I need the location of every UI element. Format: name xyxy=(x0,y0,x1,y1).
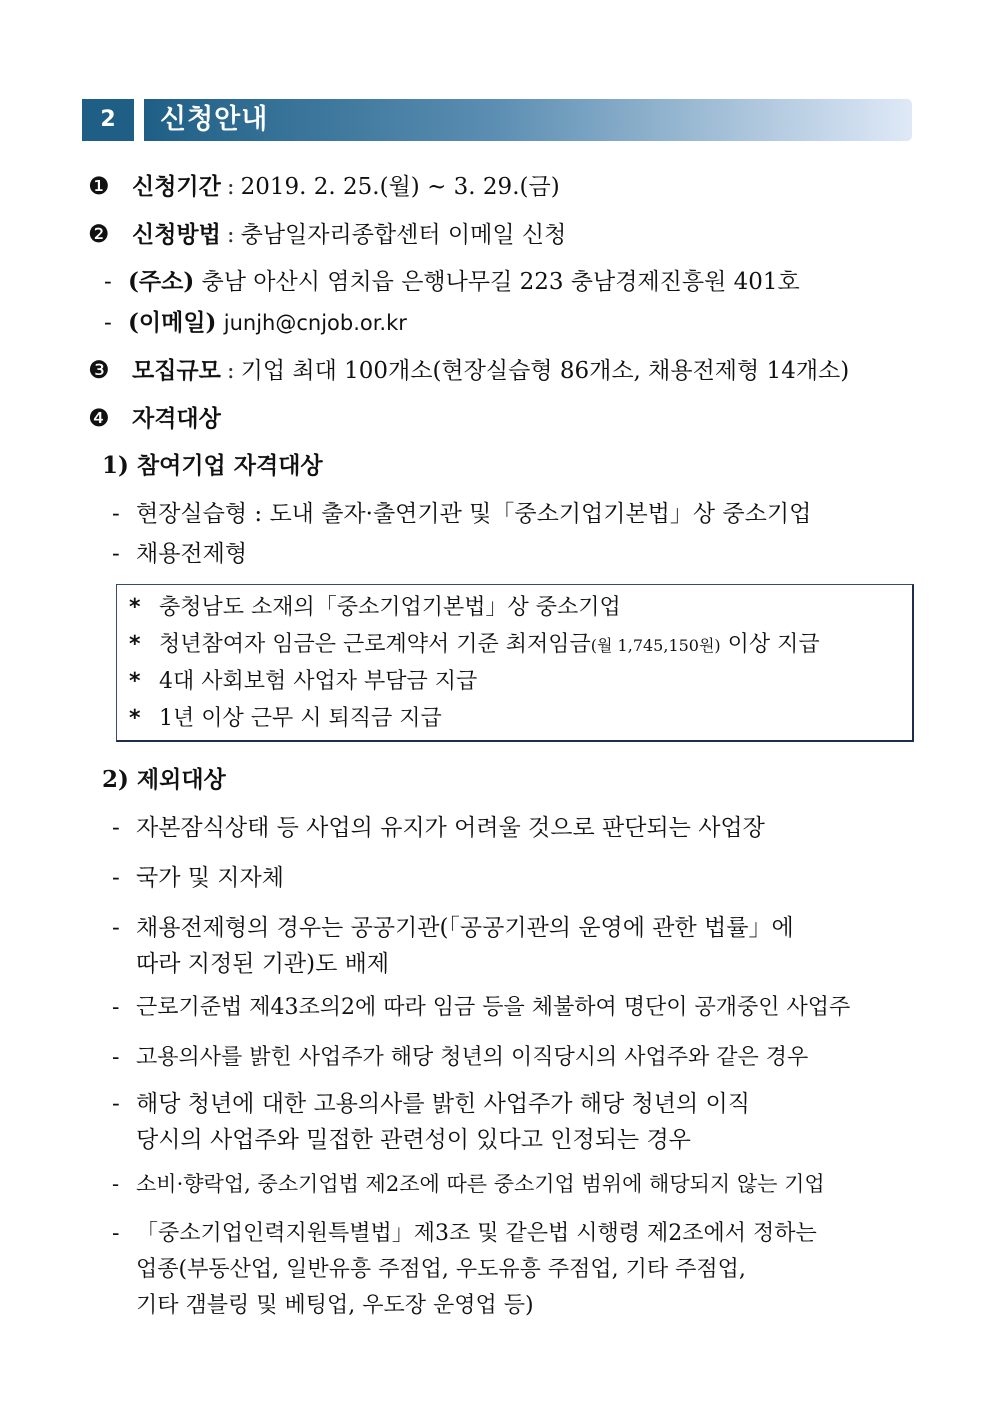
exclusion-line-3-cont: 따라 지정된 기관)도 배제 xyxy=(136,951,390,977)
sub1-text: 현장실습형 : 도내 출자·출연기관 및「중소기업기본법」상 중소기업 xyxy=(136,501,812,527)
criteria-text-after: 이상 지급 xyxy=(720,632,820,657)
dash: - xyxy=(112,915,120,941)
criteria-line-2 xyxy=(129,629,820,662)
dash: - xyxy=(112,865,120,891)
dash: - xyxy=(112,1045,120,1070)
exclusion-line-4 xyxy=(112,992,850,1024)
dash: - xyxy=(112,995,120,1020)
exclusion-line-2 xyxy=(112,862,284,894)
section-title-bar xyxy=(144,99,912,141)
section-header xyxy=(82,99,912,141)
item-value: 기업 최대 100개소(현장실습형 86개소, 채용전제형 14개소) xyxy=(240,358,850,384)
exclusion-line-6 xyxy=(112,1088,750,1120)
exclusion-line-8 xyxy=(112,1218,817,1250)
address-label: (주소) xyxy=(128,268,195,295)
circled-number-3-icon: ❸ xyxy=(88,356,110,384)
exclusion-line-5 xyxy=(112,1042,808,1074)
exclusion-line-1 xyxy=(112,812,765,844)
criteria-wage-note: (월 1,745,150원) xyxy=(590,636,721,655)
exclusion-line-7 xyxy=(112,1168,825,1200)
contact-email xyxy=(104,307,407,339)
exclusion-text: 소비·향락업, 중소기업법 제2조에 따른 중소기업 범위에 해당되지 않는 기업 xyxy=(136,1172,825,1196)
sub1-title: 1) 참여기업 자격대상 xyxy=(102,452,323,479)
exclusion-line-6-cont: 당시의 사업주와 밀접한 관련성이 있다고 인정되는 경우 xyxy=(136,1127,691,1153)
item-application-method xyxy=(88,218,566,251)
criteria-box xyxy=(116,584,914,742)
exclusion-text: 근로기준법 제43조의2에 따라 임금 등을 체불하여 명단이 공개중인 사업주 xyxy=(136,995,851,1020)
item-label: 신청방법 xyxy=(132,221,221,248)
dash: - xyxy=(112,1172,120,1196)
item-label: 자격대상 xyxy=(132,405,221,432)
asterisk-icon: * xyxy=(129,706,141,731)
item-application-period xyxy=(88,170,560,203)
sub2-title: 2) 제외대상 xyxy=(102,766,226,793)
circled-number-1-icon: ❶ xyxy=(88,172,110,200)
email-value: junjh@cnjob.or.kr xyxy=(223,311,407,335)
section-title: 신청안내 xyxy=(160,104,269,135)
exclusion-line-8-cont-2: 기타 갬블링 및 베팅업, 우도장 운영업 등) xyxy=(136,1293,534,1318)
item-label: 모집규모 xyxy=(132,357,221,384)
criteria-line-3 xyxy=(129,666,477,698)
exclusion-line-8-cont-1: 업종(부동산업, 일반유흥 주점업, 우도유흥 주점업, 기타 주점업, xyxy=(136,1257,746,1282)
exclusion-text: 해당 청년에 대한 고용의사를 밝힌 사업주가 해당 청년의 이직 xyxy=(136,1091,750,1117)
dash: - xyxy=(112,1091,120,1117)
separator: : xyxy=(226,358,235,384)
exclusion-line-3 xyxy=(112,912,794,944)
sub1-line-2 xyxy=(112,538,247,570)
dash: - xyxy=(112,1221,120,1246)
dash: - xyxy=(112,815,120,841)
item-value: 2019. 2. 25.(월) ~ 3. 29.(금) xyxy=(240,174,560,200)
email-label: (이메일) xyxy=(128,309,217,336)
criteria-text: 청년참여자 임금은 근로계약서 기준 최저임금 xyxy=(159,632,591,657)
contact-address xyxy=(104,266,800,298)
dash: - xyxy=(104,310,112,336)
exclusion-text: 「중소기업인력지원특별법」제3조 및 같은법 시행령 제2조에서 정하는 xyxy=(136,1221,817,1246)
sub1-line-1 xyxy=(112,498,811,530)
item-eligibility xyxy=(88,402,221,435)
criteria-line-1 xyxy=(129,592,621,624)
asterisk-icon: * xyxy=(129,632,141,657)
criteria-text: 1년 이상 근무 시 퇴직금 지급 xyxy=(159,706,442,731)
circled-number-2-icon: ❷ xyxy=(88,220,110,248)
criteria-text: 충청남도 소재의「중소기업기본법」상 중소기업 xyxy=(159,595,621,620)
sub1-text: 채용전제형 xyxy=(136,541,248,567)
asterisk-icon: * xyxy=(129,595,141,620)
asterisk-icon: * xyxy=(129,669,141,694)
exclusion-text: 고용의사를 밝힌 사업주가 해당 청년의 이직당시의 사업주와 같은 경우 xyxy=(136,1045,809,1070)
dash: - xyxy=(112,541,120,567)
item-label: 신청기간 xyxy=(132,173,221,200)
exclusion-text: 자본잠식상태 등 사업의 유지가 어려울 것으로 판단되는 사업장 xyxy=(136,815,765,841)
section-number: 2 xyxy=(82,99,134,141)
dash: - xyxy=(104,269,112,295)
item-value: 충남일자리종합센터 이메일 신청 xyxy=(240,222,567,248)
criteria-line-4 xyxy=(129,703,442,735)
exclusion-text: 국가 및 지자체 xyxy=(136,865,284,891)
circled-number-4-icon: ❹ xyxy=(88,404,110,432)
separator: : xyxy=(226,174,235,200)
item-recruit-scale xyxy=(88,354,849,387)
dash: - xyxy=(112,501,120,527)
address-value: 충남 아산시 염치읍 은행나무길 223 충남경제진흥원 401호 xyxy=(201,269,800,295)
criteria-text: 4대 사회보험 사업자 부담금 지급 xyxy=(159,669,478,694)
separator: : xyxy=(226,222,235,248)
exclusion-text: 채용전제형의 경우는 공공기관(「공공기관의 운영에 관한 법률」에 xyxy=(136,915,794,941)
